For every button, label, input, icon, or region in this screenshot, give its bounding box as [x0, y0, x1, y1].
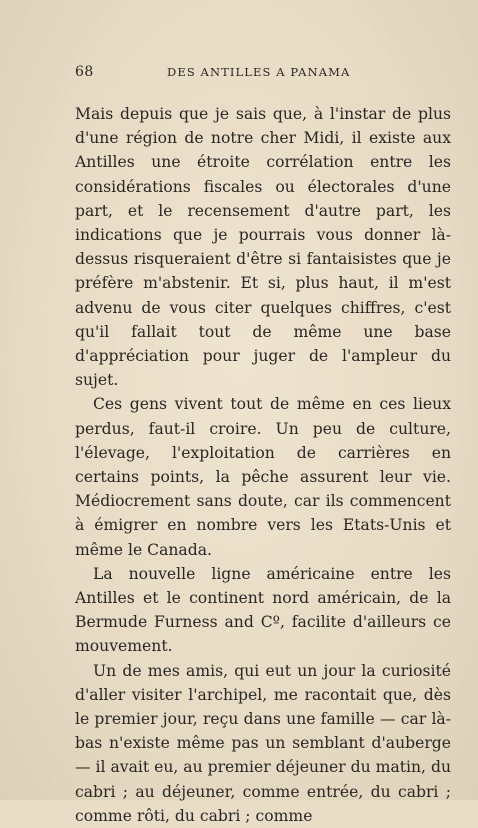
paragraph: La nouvelle ligne américaine entre les Antilles et le continent nord américain, de la Bermude Furness and Cº, facilite d'ailleurs ce mouvement. — [75, 564, 451, 656]
running-title: DES ANTILLES A PANAMA — [167, 65, 351, 79]
page-number: 68 — [75, 64, 94, 80]
body-text — [75, 102, 451, 828]
page-header — [75, 64, 447, 84]
paragraph: Un de mes amis, qui eut un jour la curiosité d'aller visiter l'archipel, me racontait que, dès le premier jour, reçu dans une famille — car là-bas n'existe même pas un semblant d'auberge — il avait eu, au premier déjeuner du matin, du cabri ; au déjeuner, comme entrée, du cabri ; comme rôti, du cabri ; comme — [75, 661, 451, 825]
paragraph: Ces gens vivent tout de même en ces lieux perdus, faut-il croire. Un peu de culture, l'élevage, l'exploitation de carrières en certains points, la pêche assurent leur vie. Médiocrement sans doute, car ils commencent à émigrer en nombre vers les Etats-Unis et même le Canada. — [75, 395, 451, 559]
paragraph: Mais depuis que je sais que, à l'instar de plus d'une région de notre cher Midi, il existe aux Antilles une étroite corrélation entre les considérations fiscales ou électorales d'une part, et le recensement d'autre part, les indications que je pourrais vous donner là-dessus risqueraient d'être si fantaisistes que je préfère m'abstenir. Et si, plus haut, il m'est advenu de vous citer quelques chiffres, c'est qu'il fallait tout de même une base d'appréciation pour juger de l'ampleur du sujet. — [75, 105, 451, 390]
